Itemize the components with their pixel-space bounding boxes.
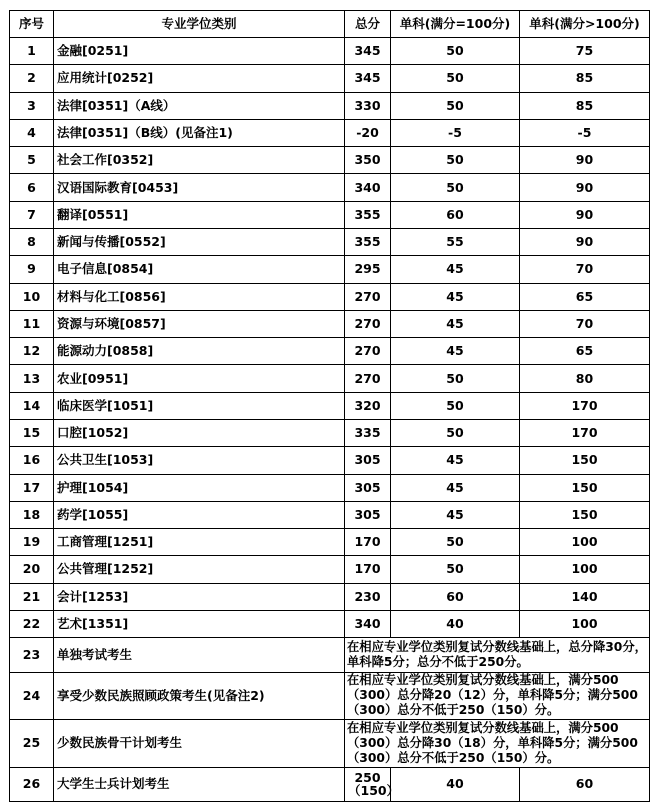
row-serial: 5 — [10, 147, 54, 174]
table-row — [10, 474, 650, 501]
row-single-100: 50 — [391, 556, 520, 583]
row-total: 335 — [345, 419, 391, 446]
row-single-gt100: 140 — [520, 583, 650, 610]
row-single-100: 45 — [391, 447, 520, 474]
row-category: 公共卫生[1053] — [54, 447, 345, 474]
row-total: 330 — [345, 92, 391, 119]
row-single-gt100: 100 — [520, 529, 650, 556]
row-serial: 11 — [10, 310, 54, 337]
table-row — [10, 201, 650, 228]
row-total: 270 — [345, 338, 391, 365]
row-serial: 12 — [10, 338, 54, 365]
row-category: 法律[0351]（A线） — [54, 92, 345, 119]
table-row — [10, 283, 650, 310]
row-serial: 4 — [10, 119, 54, 146]
header-single-100: 单科(满分=100分) — [391, 11, 520, 38]
row-total: 230 — [345, 583, 391, 610]
table-header-row — [10, 11, 650, 38]
table-row — [10, 529, 650, 556]
row-single-100: 45 — [391, 310, 520, 337]
cutoff-score-table — [9, 10, 650, 802]
row-serial: 8 — [10, 228, 54, 255]
row-category: 电子信息[0854] — [54, 256, 345, 283]
row-category: 艺术[1351] — [54, 610, 345, 637]
row-total: 355 — [345, 201, 391, 228]
row-serial: 17 — [10, 474, 54, 501]
row-single-gt100: 170 — [520, 392, 650, 419]
row-total: 305 — [345, 474, 391, 501]
row-single-100: 50 — [391, 65, 520, 92]
row-serial: 21 — [10, 583, 54, 610]
row-category: 口腔[1052] — [54, 419, 345, 446]
row-serial: 24 — [10, 672, 54, 719]
row-single-gt100: 150 — [520, 447, 650, 474]
row-category: 会计[1253] — [54, 583, 345, 610]
row-total: 295 — [345, 256, 391, 283]
row-single-100: 45 — [391, 256, 520, 283]
row-category: 大学生士兵计划考生 — [54, 767, 345, 801]
table-row — [10, 501, 650, 528]
row-single-gt100: 85 — [520, 65, 650, 92]
header-category: 专业学位类别 — [54, 11, 345, 38]
row-serial: 14 — [10, 392, 54, 419]
row-total: 170 — [345, 556, 391, 583]
row-serial: 6 — [10, 174, 54, 201]
row-total: 355 — [345, 228, 391, 255]
row-single-100: 50 — [391, 419, 520, 446]
row-single-100: 60 — [391, 583, 520, 610]
row-category: 临床医学[1051] — [54, 392, 345, 419]
row-serial: 26 — [10, 767, 54, 801]
row-total: 320 — [345, 392, 391, 419]
row-category: 应用统计[0252] — [54, 65, 345, 92]
table-row — [10, 419, 650, 446]
special-row — [10, 672, 650, 719]
row-single-gt100: 100 — [520, 610, 650, 637]
row-total: 270 — [345, 283, 391, 310]
row-category: 翻译[0551] — [54, 201, 345, 228]
row-single-gt100: -5 — [520, 119, 650, 146]
row-total: 350 — [345, 147, 391, 174]
row-single-100: 50 — [391, 174, 520, 201]
row-serial: 18 — [10, 501, 54, 528]
row-single-gt100: 70 — [520, 310, 650, 337]
row-serial: 19 — [10, 529, 54, 556]
table-row — [10, 610, 650, 637]
row-category: 药学[1055] — [54, 501, 345, 528]
row-serial: 1 — [10, 38, 54, 65]
row-single-100: 45 — [391, 338, 520, 365]
row-total: -20 — [345, 119, 391, 146]
row-single-100: -5 — [391, 119, 520, 146]
row-category: 资源与环境[0857] — [54, 310, 345, 337]
table-row — [10, 92, 650, 119]
row-total: 340 — [345, 174, 391, 201]
row-single-100: 55 — [391, 228, 520, 255]
special-row — [10, 638, 650, 672]
row-serial: 10 — [10, 283, 54, 310]
row-single-gt100: 150 — [520, 474, 650, 501]
row-single-gt100: 90 — [520, 228, 650, 255]
table-row-last — [10, 767, 650, 801]
row-category: 材料与化工[0856] — [54, 283, 345, 310]
row-serial: 7 — [10, 201, 54, 228]
row-single-gt100: 70 — [520, 256, 650, 283]
row-single-gt100: 90 — [520, 174, 650, 201]
table-row — [10, 65, 650, 92]
table-row — [10, 447, 650, 474]
row-serial: 13 — [10, 365, 54, 392]
row-single-gt100: 65 — [520, 338, 650, 365]
row-single-100: 50 — [391, 365, 520, 392]
row-single-gt100: 65 — [520, 283, 650, 310]
row-category: 金融[0251] — [54, 38, 345, 65]
row-single-100: 40 — [391, 610, 520, 637]
table-row — [10, 256, 650, 283]
header-single-gt100: 单科(满分>100分) — [520, 11, 650, 38]
row-category: 少数民族骨干计划考生 — [54, 720, 345, 767]
row-total: 305 — [345, 447, 391, 474]
row-total: 305 — [345, 501, 391, 528]
table-row — [10, 38, 650, 65]
row-single-gt100: 170 — [520, 419, 650, 446]
row-total: 345 — [345, 38, 391, 65]
table-row — [10, 174, 650, 201]
row-single-100: 50 — [391, 92, 520, 119]
total-line-2: （150） — [348, 783, 400, 799]
row-note: 在相应专业学位类别复试分数线基础上，满分500（300）总分降30（18）分，单科降5分；满分500（300）总分不低于250（150）分。 — [345, 720, 650, 767]
row-single-100: 50 — [391, 529, 520, 556]
row-serial: 9 — [10, 256, 54, 283]
row-serial: 3 — [10, 92, 54, 119]
row-category: 单独考试考生 — [54, 638, 345, 672]
row-single-100: 50 — [391, 38, 520, 65]
row-serial: 2 — [10, 65, 54, 92]
row-total: 170 — [345, 529, 391, 556]
row-serial: 23 — [10, 638, 54, 672]
row-single-100: 45 — [391, 283, 520, 310]
row-single-gt100: 85 — [520, 92, 650, 119]
row-serial: 16 — [10, 447, 54, 474]
row-serial: 20 — [10, 556, 54, 583]
table-row — [10, 392, 650, 419]
special-row — [10, 720, 650, 767]
row-total: 340 — [345, 610, 391, 637]
row-single-gt100: 90 — [520, 147, 650, 174]
row-category: 新闻与传播[0552] — [54, 228, 345, 255]
row-total: 270 — [345, 365, 391, 392]
row-total — [345, 767, 400, 801]
row-single-100: 50 — [391, 392, 520, 419]
row-single-gt100: 90 — [520, 201, 650, 228]
table-row — [10, 556, 650, 583]
row-single-gt100: 150 — [520, 501, 650, 528]
table-row — [10, 583, 650, 610]
table-row — [10, 147, 650, 174]
table-row — [10, 365, 650, 392]
table-row — [10, 310, 650, 337]
row-category: 农业[0951] — [54, 365, 345, 392]
row-single-100: 45 — [391, 501, 520, 528]
row-single-100: 50 — [391, 147, 520, 174]
row-single-gt100: 80 — [520, 365, 650, 392]
row-note: 在相应专业学位类别复试分数线基础上，总分降30分，单科降5分；总分不低于250分。 — [345, 638, 650, 672]
row-category: 社会工作[0352] — [54, 147, 345, 174]
row-total: 345 — [345, 65, 391, 92]
header-total: 总分 — [345, 11, 391, 38]
row-category: 汉语国际教育[0453] — [54, 174, 345, 201]
row-single-gt100: 100 — [520, 556, 650, 583]
row-single-gt100: 60 — [520, 767, 650, 801]
row-category: 护理[1054] — [54, 474, 345, 501]
row-single-100: 45 — [391, 474, 520, 501]
row-category: 能源动力[0858] — [54, 338, 345, 365]
row-single-gt100: 75 — [520, 38, 650, 65]
row-category: 享受少数民族照顾政策考生(见备注2) — [54, 672, 345, 719]
total-line-1: 250 — [354, 770, 381, 786]
row-total: 270 — [345, 310, 391, 337]
row-single-100: 40 — [391, 767, 520, 801]
table-row — [10, 228, 650, 255]
row-note: 在相应专业学位类别复试分数线基础上，满分500（300）总分降20（12）分，单科降5分；满分500（300）总分不低于250（150）分。 — [345, 672, 650, 719]
row-serial: 15 — [10, 419, 54, 446]
row-category: 法律[0351]（B线）(见备注1) — [54, 119, 345, 146]
row-serial: 22 — [10, 610, 54, 637]
table-row — [10, 119, 650, 146]
row-single-100: 60 — [391, 201, 520, 228]
header-serial: 序号 — [10, 11, 54, 38]
row-serial: 25 — [10, 720, 54, 767]
table-row — [10, 338, 650, 365]
row-category: 工商管理[1251] — [54, 529, 345, 556]
row-category: 公共管理[1252] — [54, 556, 345, 583]
